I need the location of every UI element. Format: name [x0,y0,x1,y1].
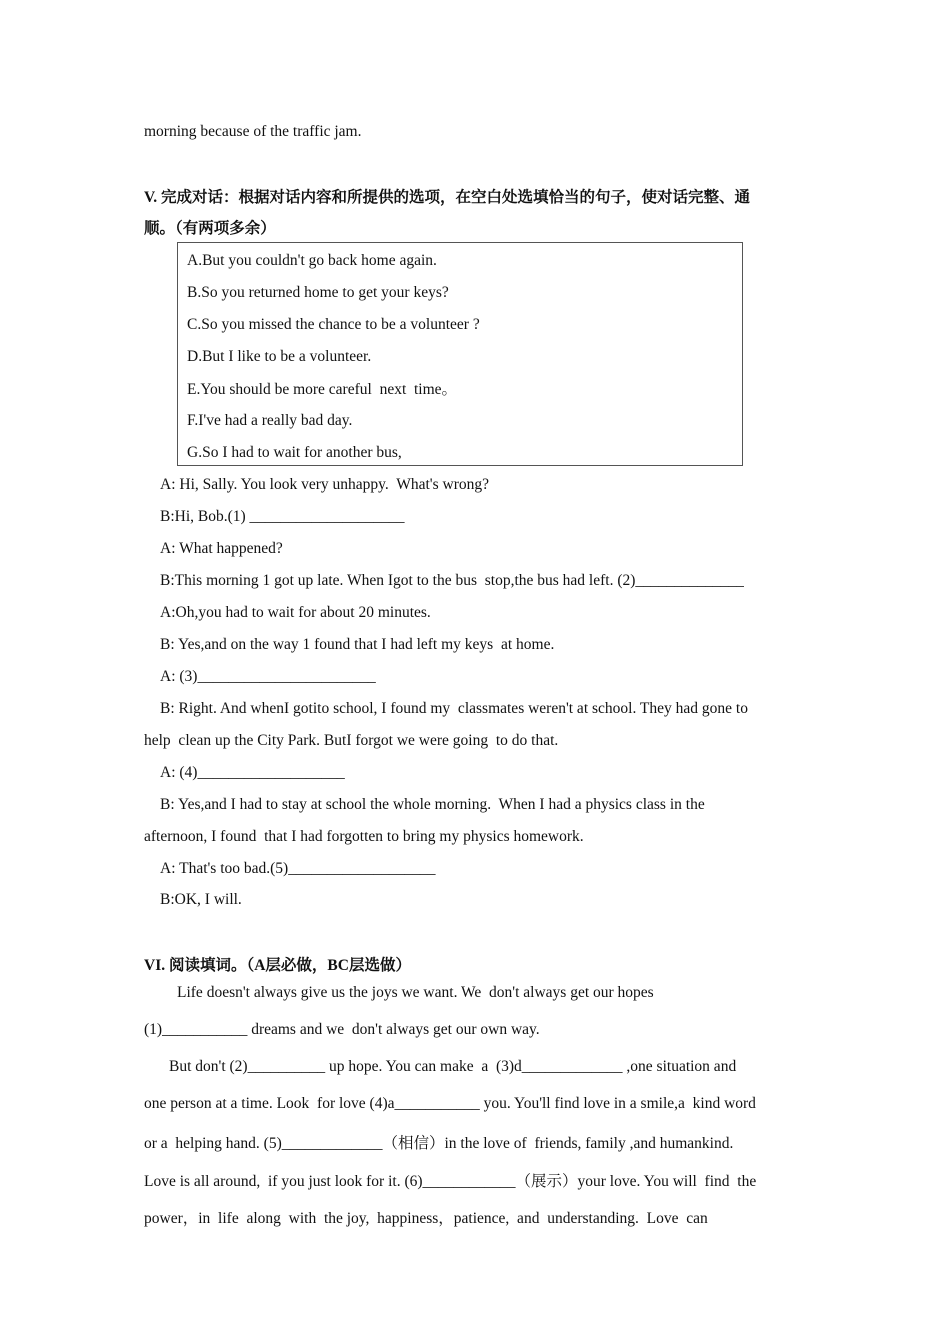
passage-line: (1)___________ dreams and we don't always get our own way. [144,1021,540,1038]
passage-line: one person at a time. Look for love (4)a___________ you. You'll find love in a smile,a kind word [144,1095,756,1112]
section-5-heading-line-2: 顺。（有两项多余） [144,220,276,237]
option-d: D.But I like to be a volunteer. [187,348,372,365]
option-c: C.So you missed the chance to be a volunteer ? [187,316,480,333]
section-5-heading-line-1: V. 完成对话：根据对话内容和所提供的选项，在空白处选填恰当的句子，使对话完整、通 [144,189,750,206]
dialogue-line: A: That's too bad.(5)___________________ [160,860,436,877]
intro-line: morning because of the traffic jam. [144,123,362,140]
dialogue-line: B:Hi, Bob.(1) ____________________ [160,508,405,525]
dialogue-line: A:Oh,you had to wait for about 20 minutes. [160,604,431,621]
options-box [177,242,743,466]
dialogue-line: B:OK, I will. [160,891,242,908]
dialogue-line: help clean up the City Park. ButI forgot we were going to do that. [144,732,559,749]
dialogue-line: B:This morning 1 got up late. When Igot to the bus stop,the bus had left. (2)______________ [160,572,744,589]
dialogue-line: A: What happened? [160,540,283,557]
dialogue-line: A: Hi, Sally. You look very unhappy. What's wrong? [160,476,489,493]
passage-line: or a helping hand. (5)_____________（相信）in the love of friends, family ,and humankind. [144,1135,734,1152]
option-f: F.I've had a really bad day. [187,412,353,429]
passage-line: Love is all around, if you just look for it. (6)____________（展示）your love. You will find the [144,1173,757,1190]
dialogue-line: afternoon, I found that I had forgotten to bring my physics homework. [144,828,584,845]
option-a: A.But you couldn't go back home again. [187,252,437,269]
dialogue-line: A: (3)_______________________ [160,668,376,685]
dialogue-line: A: (4)___________________ [160,764,345,781]
dialogue-line: B: Yes,and I had to stay at school the whole morning. When I had a physics class in the [160,796,705,813]
dialogue-line: B: Right. And whenI gotito school, I found my classmates weren't at school. They had gone to [160,700,748,717]
passage-line: But don't (2)__________ up hope. You can make a (3)d_____________ ,one situation and [169,1058,737,1075]
option-g: G.So I had to wait for another bus, [187,444,402,461]
passage-line: power，in life along with the joy, happiness，patience, and understanding. Love can [144,1210,708,1227]
option-e: E.You should be more careful next time。 [187,381,458,398]
dialogue-line: B: Yes,and on the way 1 found that I had left my keys at home. [160,636,555,653]
section-6-heading: VI. 阅读填词。（A层必做，BC层选做） [144,957,411,974]
option-b: B.So you returned home to get your keys? [187,284,449,301]
passage-line: Life doesn't always give us the joys we want. We don't always get our hopes [177,984,654,1001]
